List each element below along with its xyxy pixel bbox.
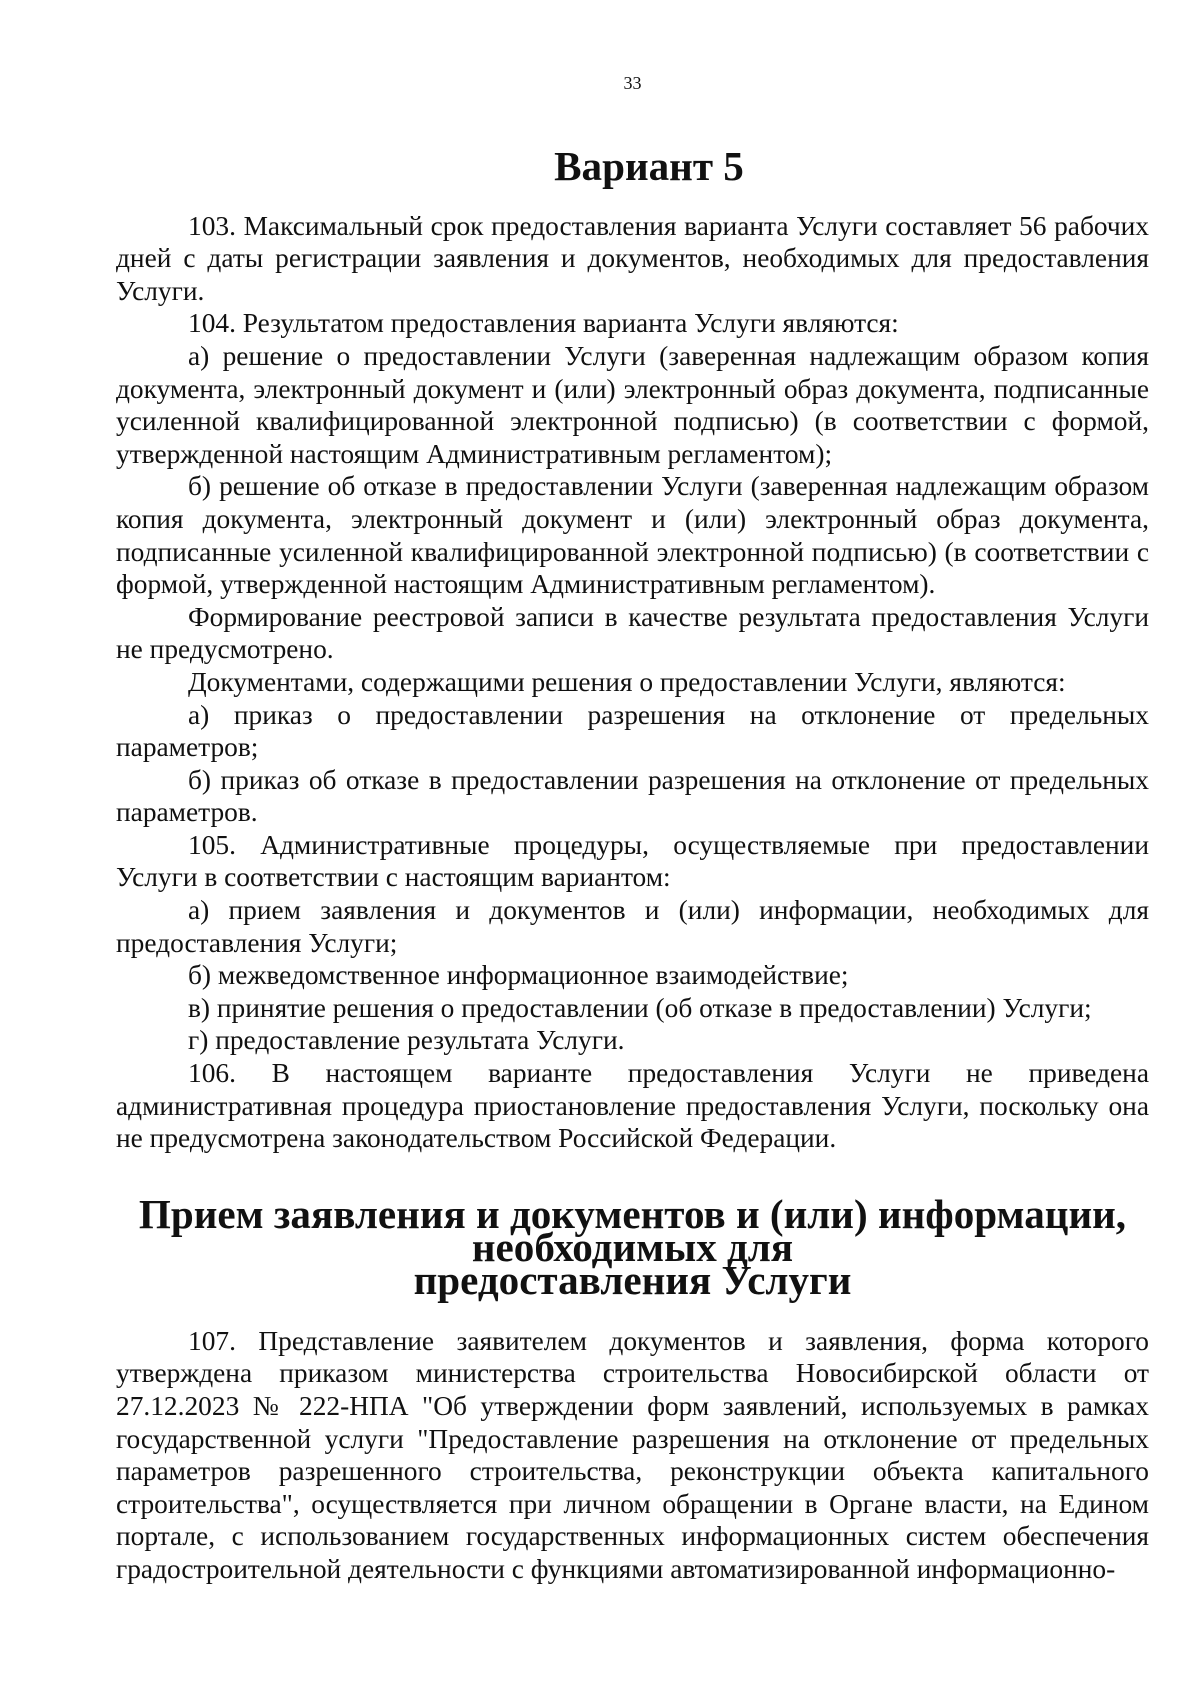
section-heading-line-1: Прием заявления и документов и (или) информации, необходимых для xyxy=(138,1190,1127,1270)
section-heading xyxy=(116,1190,1149,1303)
section-heading: Вариант 5 xyxy=(554,143,744,189)
section-variant-5 xyxy=(116,143,1149,1155)
paragraph-decision-doc-b: б) приказ об отказе в предоставлении разрешения на отклонение от предельных параметров. xyxy=(116,764,1149,828)
paragraph-decision-doc-a: а) приказ о предоставлении разрешения на отклонение от предельных параметров; xyxy=(116,699,1149,763)
paragraph-107: 107. Представление заявителем документов и заявления, форма которого утверждена приказом министерства строительства Новосибирской области от 27.12.2023 № 222-НПА "Об утверждении форм заявлений, используемых в рамках государственной услуги "Предоставление разрешения на отклонение от предельных параметров разрешенного строительства, реконструкции объекта капитального строительства", осуществляется при личном обращении в Органе власти, на Едином портале, с использованием государственных информационных систем обеспечения градостроительной деятельности с функциями автоматизированной информационно- xyxy=(116,1325,1149,1584)
paragraph-105-c: в) принятие решения о предоставлении (об отказе в предоставлении) Услуги; xyxy=(188,992,1092,1023)
document-body xyxy=(116,143,1149,1586)
paragraph-105: 105. Административные процедуры, осуществляемые при предоставлении Услуги в соответствии с настоящим вариантом: xyxy=(116,829,1149,893)
paragraph-104-a: а) решение о предоставлении Услуги (заверенная надлежащим образом копия документа, электронный документ и (или) электронный образ документа, подписанные усиленной квалифицированной электронной подписью) (в соответствии с формой, утвержденной настоящим Административным регламентом); xyxy=(116,340,1149,469)
page-number: 33 xyxy=(623,73,642,93)
paragraph-decision-documents: Документами, содержащими решения о предоставлении Услуги, являются: xyxy=(188,666,1066,697)
paragraph-103: 103. Максимальный срок предоставления варианта Услуги составляет 56 рабочих дней с даты регистрации заявления и документов, необходимых для предоставления Услуги. xyxy=(116,210,1149,306)
paragraph-104-b: б) решение об отказе в предоставлении Услуги (заверенная надлежащим образом копия документа, электронный документ и (или) электронный образ документа, подписанные усиленной квалифицированной электронной подписью) (в соответствии с формой, утвержденной настоящим Административным регламентом). xyxy=(116,471,1149,600)
section-application-intake xyxy=(116,1190,1149,1586)
paragraph-105-a: а) прием заявления и документов и (или) информации, необходимых для предоставления Услуги; xyxy=(116,895,1149,958)
section-heading-line-2: предоставления Услуги xyxy=(413,1256,852,1303)
paragraph-registry-record: Формирование реестровой записи в качестве результата предоставления Услуги не предусмотрено. xyxy=(116,601,1149,665)
paragraph-105-d: г) предоставление результата Услуги. xyxy=(188,1025,625,1056)
paragraph-105-b: б) межведомственное информационное взаимодействие; xyxy=(188,960,849,991)
paragraph-104: 104. Результатом предоставления варианта Услуги являются: xyxy=(188,308,899,339)
paragraph-106: 106. В настоящем варианте предоставления Услуги не приведена административная процедура приостановление предоставления Услуги, поскольку она не предусмотрена законодательством Российской Федерации. xyxy=(116,1058,1149,1154)
